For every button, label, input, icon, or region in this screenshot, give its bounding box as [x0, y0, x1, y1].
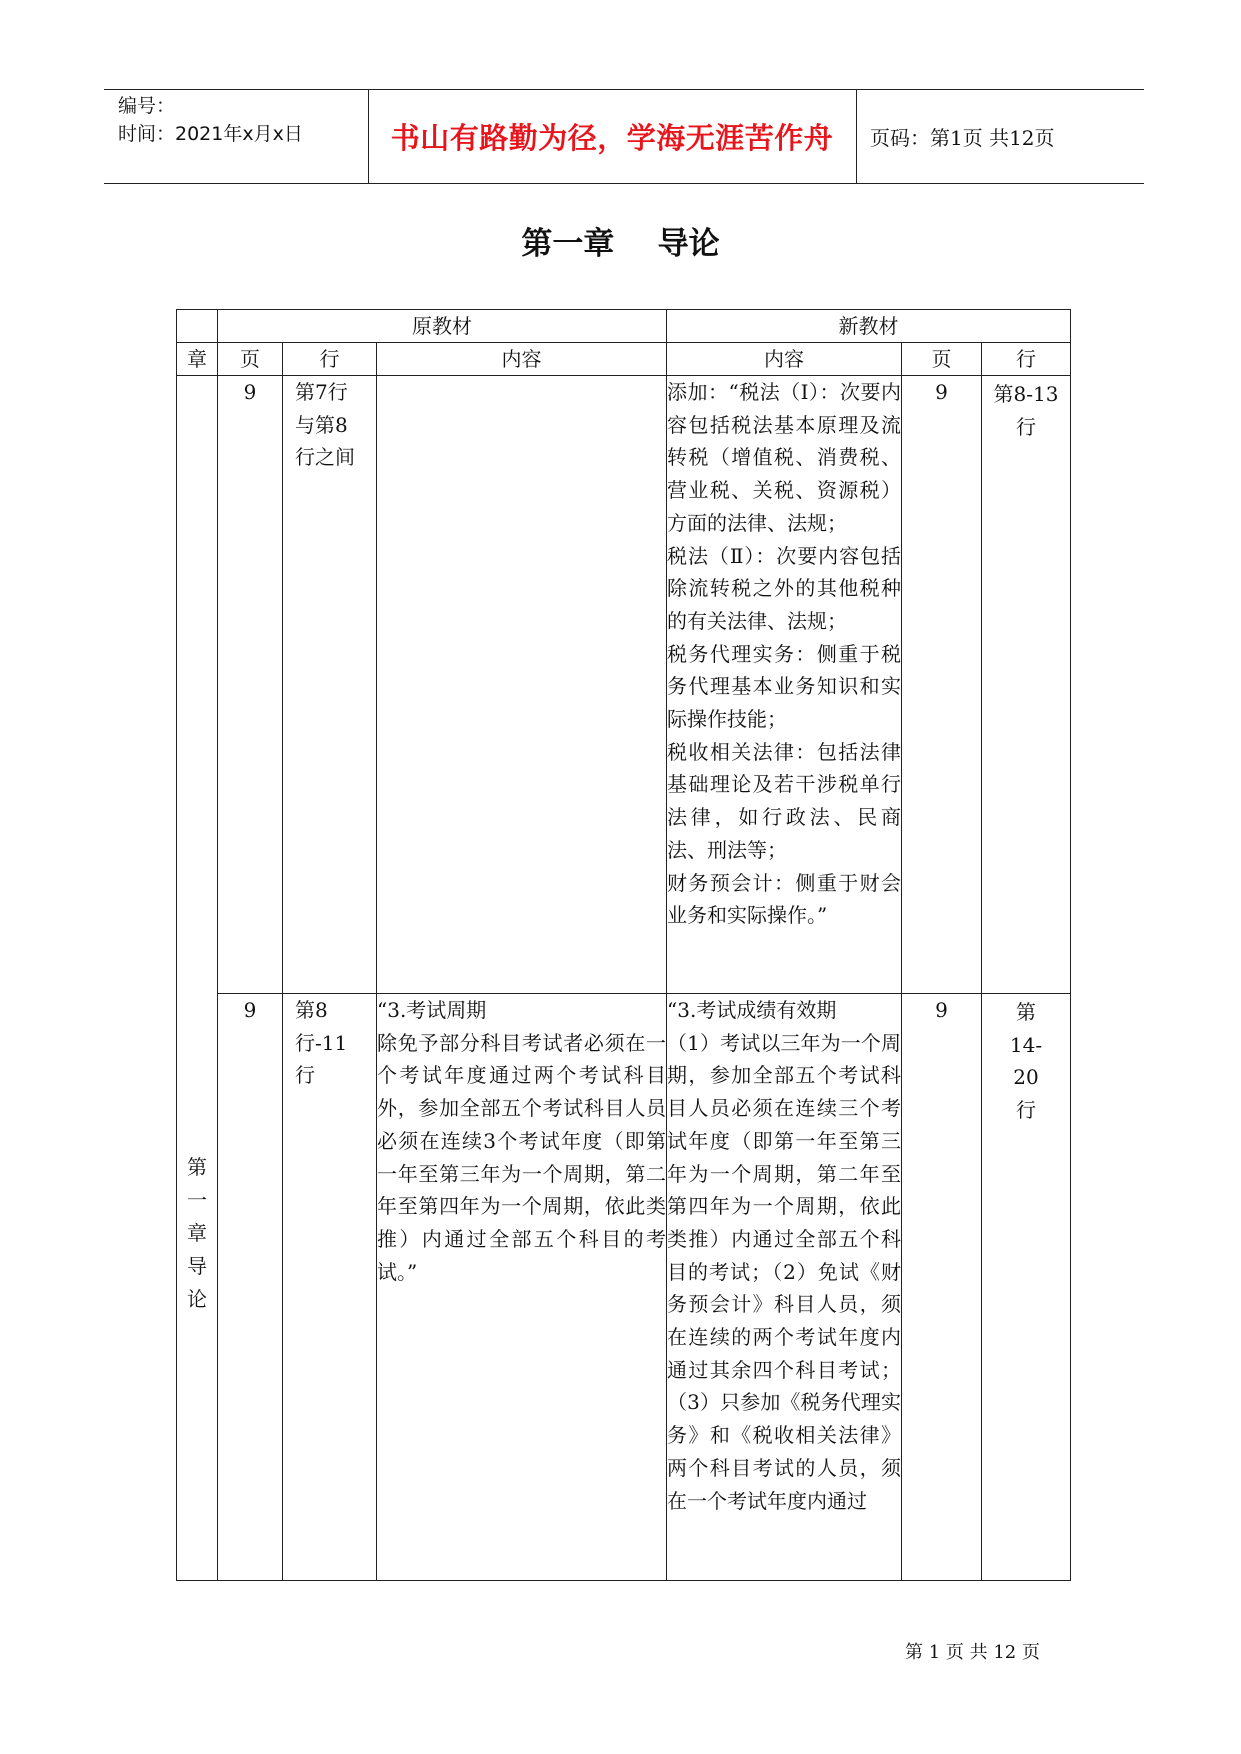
- orig-line-cell: 第8行-11行: [283, 994, 377, 1581]
- new-content-column-header: 内容: [667, 343, 902, 376]
- new-line-column-header: 行: [982, 343, 1071, 376]
- time-label: 时间：2021年x月x日: [118, 123, 303, 145]
- orig-content-column-header: 内容: [377, 343, 667, 376]
- orig-page-cell: 9: [218, 994, 283, 1581]
- new-material-header: 新教材: [667, 310, 1071, 343]
- code-label: 编号：: [118, 95, 176, 117]
- chapter-column-header: 章: [177, 343, 218, 376]
- column-header-row: [177, 343, 1071, 376]
- page-header: [104, 89, 1144, 184]
- orig-page-column-header: 页: [218, 343, 283, 376]
- new-content-cell: 添加：“税法（Ⅰ）：次要内容包括税法基本原理及流转税（增值税、消费税、营业税、关税、资源税）方面的法律、法规； 税法（Ⅱ）：次要内容包括除流转税之外的其他税种的有关法律、法规； 税务代理实务：侧重于税务代理基本业务知识和实际操作技能； 税收相关法律：包括法律基础理论及若干涉税单行法律，如行政法、民商法、刑法等； 财务预会计：侧重于财会业务和实际操作。”: [667, 376, 902, 994]
- chapter-cell: [177, 376, 218, 1581]
- orig-page-cell: 9: [218, 376, 283, 994]
- table-row: [177, 376, 1071, 994]
- orig-content-cell: [377, 376, 667, 994]
- original-material-header: 原教材: [218, 310, 667, 343]
- chapter-title: 第一章 导论: [521, 226, 720, 262]
- table-row: [177, 994, 1071, 1581]
- new-page-cell: 9: [902, 376, 982, 994]
- blank-header-cell: [177, 310, 218, 343]
- orig-content-cell: “3.考试周期 除免予部分科目考试者必须在一个考试年度通过两个考试科目外，参加全部五个考试科目人员必须在连续3个考试年度（即第一年至第三年为一个周期，第二年至第四年为一个周期，依此类推）内通过全部五个科目的考试。”: [377, 994, 667, 1581]
- orig-line-column-header: 行: [283, 343, 377, 376]
- new-line-cell: 第8-13行: [982, 376, 1071, 994]
- header-page-info: 页码：第1页 共12页: [870, 126, 1055, 150]
- page-footer: 第 1 页 共 12 页: [905, 1642, 1040, 1663]
- orig-line-cell: 第7行与第8行之间: [283, 376, 377, 994]
- group-header-row: [177, 310, 1071, 343]
- comparison-table: [176, 309, 1071, 1581]
- chapter-label: 第一章导论: [187, 1154, 207, 1311]
- header-motto: 书山有路勤为径，学海无涯苦作舟: [390, 121, 834, 155]
- new-page-cell: 9: [902, 994, 982, 1581]
- header-meta: [118, 92, 303, 148]
- new-content-cell: “3.考试成绩有效期 （1）考试以三年为一个周期，参加全部五个考试科目人员必须在连续三个考试年度（即第一年至第三年为一个周期，第二年至第四年为一个周期，依此类推）内通过全部五个科目的考试；（2）免试《财务预会计》科目人员，须在连续的两个考试年度内通过其余四个科目考试；（3）只参加《税务代理实务》和《税收相关法律》两个科目考试的人员，须在一个考试年度内通过: [667, 994, 902, 1581]
- new-line-cell: 第14-20行: [982, 994, 1071, 1581]
- header-divider: [856, 90, 857, 183]
- new-page-column-header: 页: [902, 343, 982, 376]
